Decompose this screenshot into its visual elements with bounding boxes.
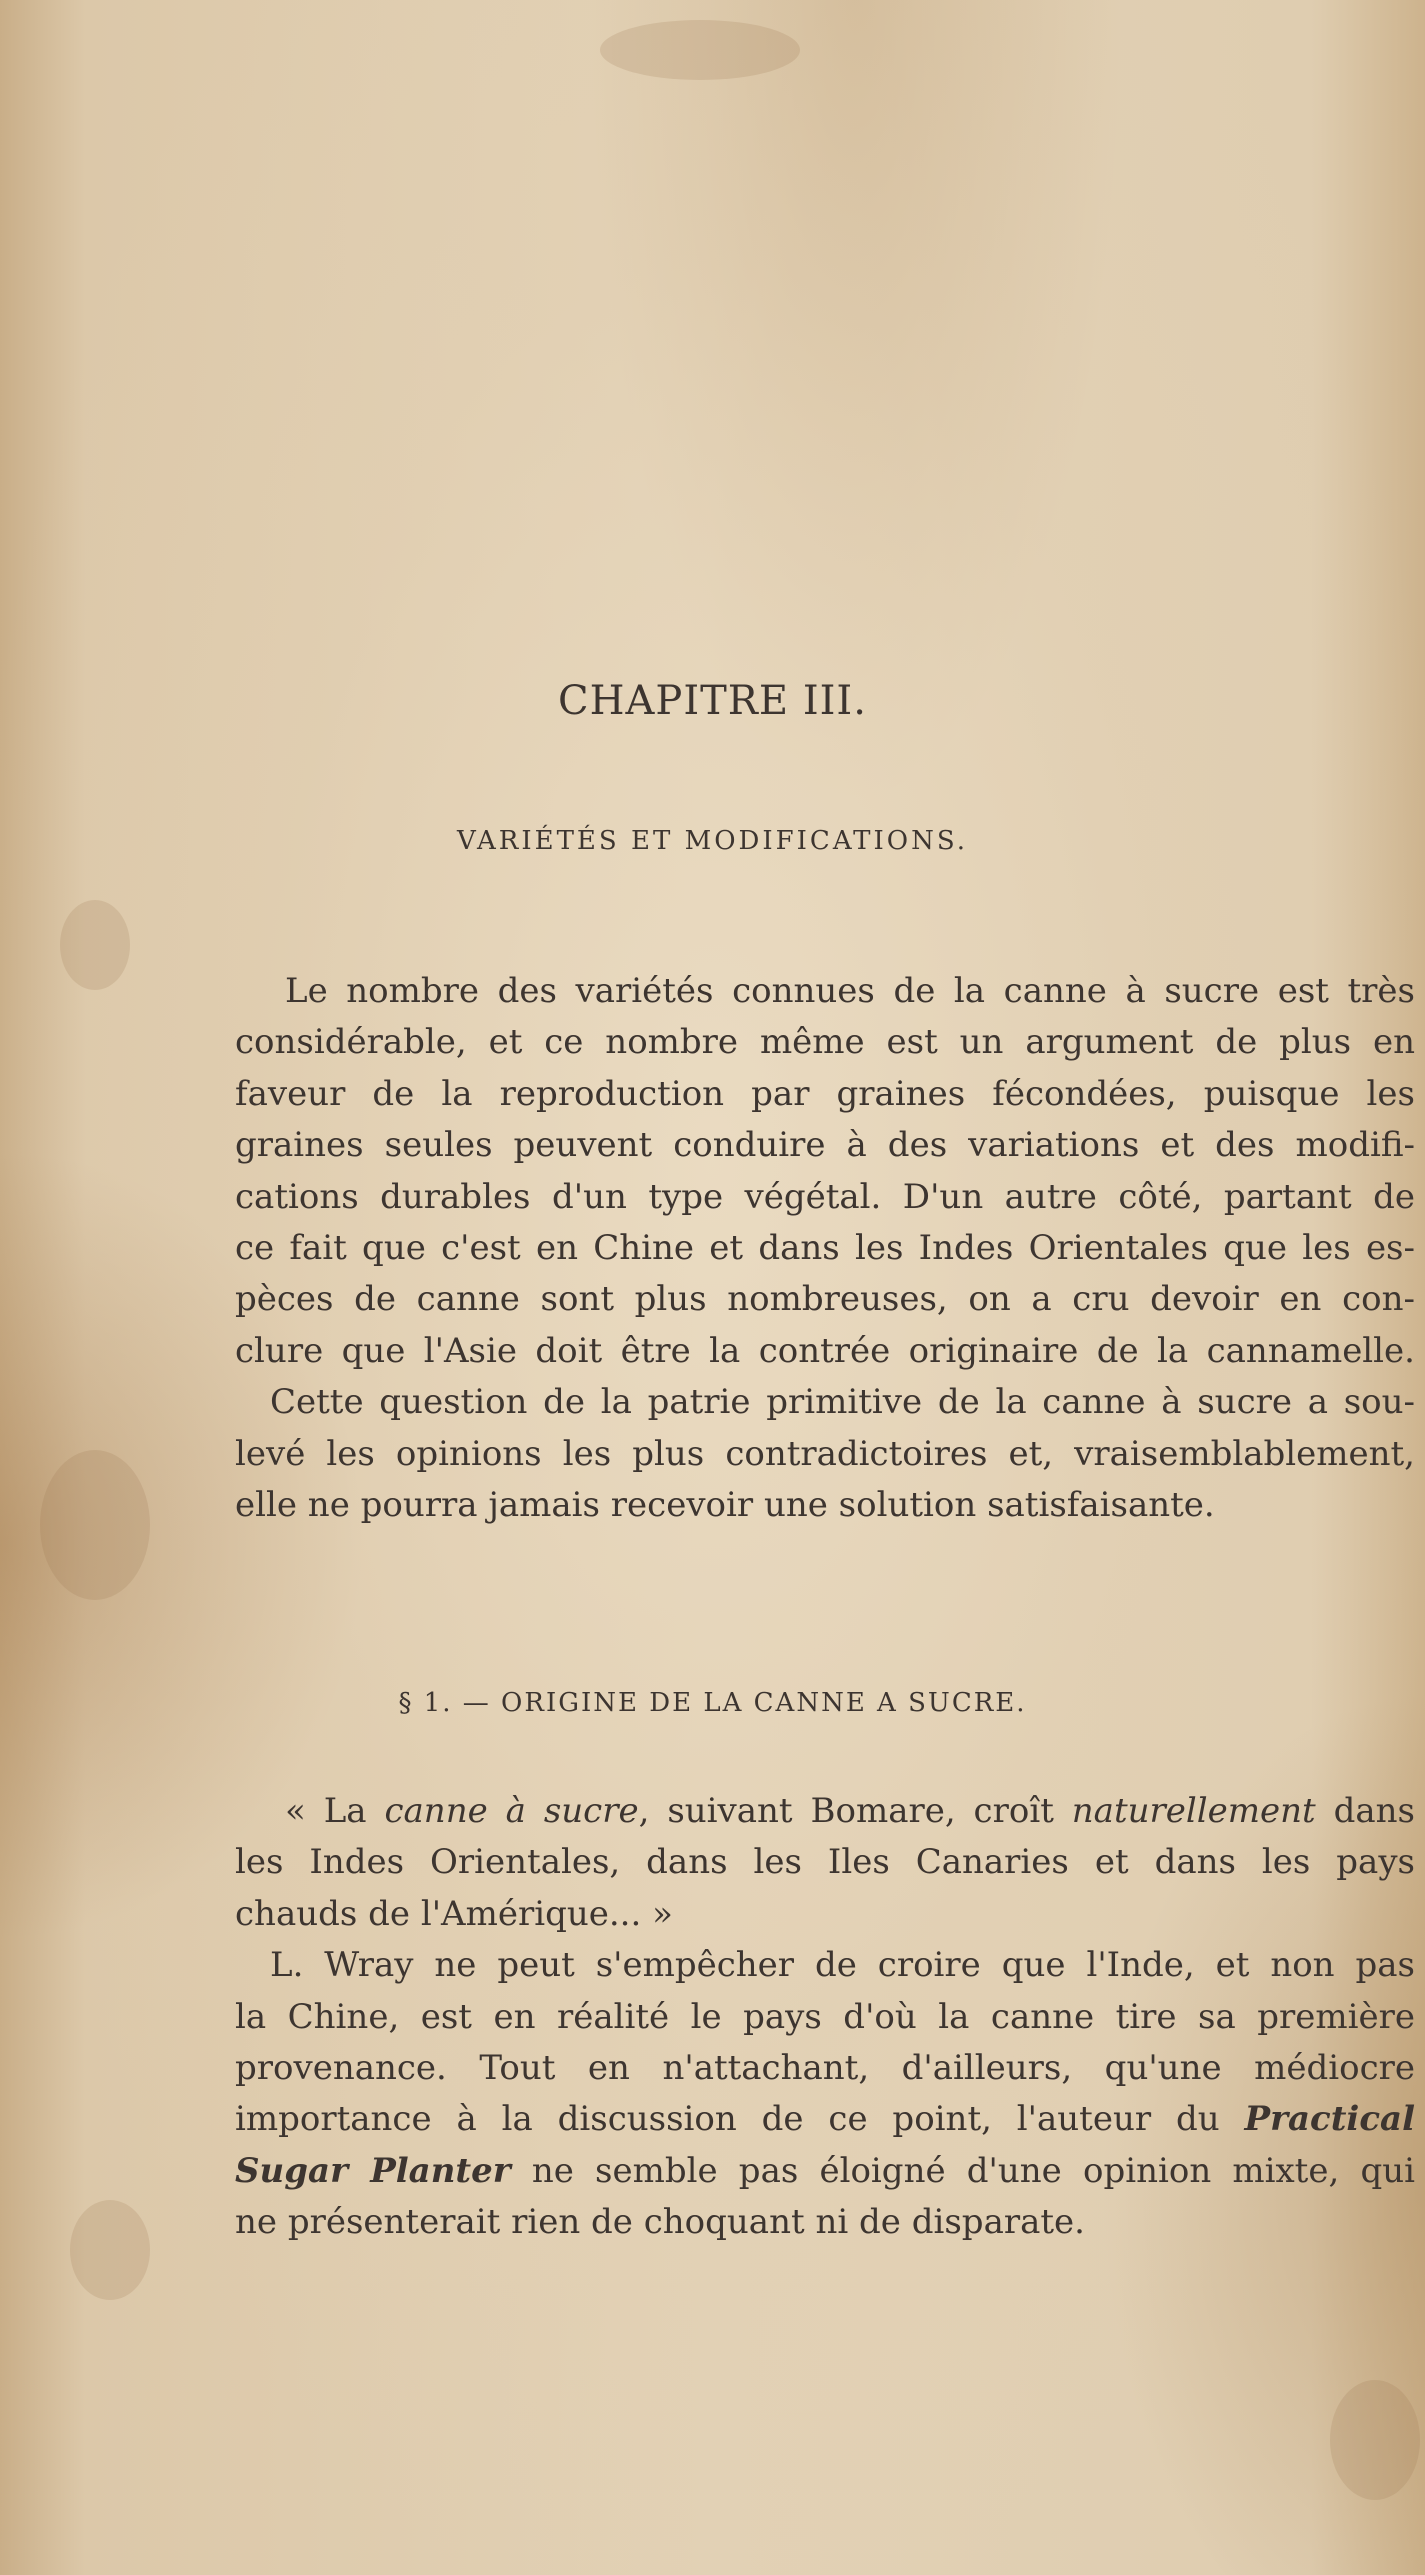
foxing-stain	[600, 20, 800, 80]
foxing-stain	[60, 900, 130, 990]
foxing-stain	[40, 1450, 150, 1600]
text-fragment: « La	[285, 1791, 385, 1831]
text-line: Cette question de la patrie primitive de la canne à sucre a sou-	[270, 1382, 1415, 1423]
text-line: L. Wray ne peut s'empêcher de croire que l'Inde, et non pas	[270, 1945, 1415, 1986]
text-line: chauds de l'Amérique... »	[235, 1893, 673, 1934]
text-line: graines seules peuvent conduire à des variations et des modifi-	[235, 1125, 1415, 1166]
intro-paragraphs	[235, 966, 1415, 1531]
text-line: levé les opinions les plus contradictoires et, vraisemblablement,	[235, 1433, 1415, 1474]
text-line: considérable, et ce nombre même est un argument de plus en	[235, 1022, 1415, 1063]
foxing-stain	[70, 2200, 150, 2300]
text-line: faveur de la reproduction par graines fécondées, puisque les	[235, 1073, 1415, 1114]
text-line: elle ne pourra jamais recevoir une solution satisfaisante.	[235, 1485, 1215, 1526]
text-line	[235, 2094, 1415, 2145]
text-line: ne présenterait rien de choquant ni de disparate.	[235, 2202, 1085, 2243]
book-title: Practical	[1244, 2099, 1415, 2140]
text-fragment: ne semble pas éloigné d'une opinion mixte, qui	[510, 2150, 1415, 2191]
text-fragment: dans	[1315, 1791, 1415, 1831]
italic-term: canne à sucre	[384, 1791, 639, 1831]
text-line: les Indes Orientales, dans les Iles Canaries et dans les pays	[235, 1842, 1415, 1883]
text-line: la Chine, est en réalité le pays d'où la canne tire sa première	[235, 1996, 1415, 2037]
text-fragment: , suivant Bomare, croît	[638, 1791, 1072, 1831]
origin-paragraphs	[235, 1786, 1415, 2249]
text-line: provenance. Tout en n'attachant, d'ailleurs, qu'une médiocre	[235, 2048, 1415, 2089]
chapter-subtitle: VARIÉTÉS ET MODIFICATIONS.	[456, 826, 969, 856]
text-line: cations durables d'un type végétal. D'un autre côté, partant de	[235, 1176, 1415, 1217]
text-line: pèces de canne sont plus nombreuses, on a cru devoir en con-	[235, 1279, 1415, 1320]
italic-term: naturellement	[1071, 1791, 1316, 1831]
text-line	[235, 2146, 1415, 2197]
book-title: Sugar Planter	[235, 2150, 511, 2191]
text-line	[235, 1786, 1415, 1837]
text-line: ce fait que c'est en Chine et dans les Indes Orientales que les es-	[235, 1228, 1415, 1269]
text-line: Le nombre des variétés connues de la canne à sucre est très	[285, 971, 1415, 1011]
chapter-title: CHAPITRE III.	[558, 678, 867, 724]
text-fragment: importance à la discussion de ce point, l'auteur du	[235, 2099, 1245, 2140]
section-title: § 1. — ORIGINE DE LA CANNE A SUCRE.	[398, 1688, 1027, 1718]
text-line: clure que l'Asie doit être la contrée originaire de la cannamelle.	[235, 1330, 1415, 1371]
foxing-stain	[1330, 2380, 1420, 2500]
